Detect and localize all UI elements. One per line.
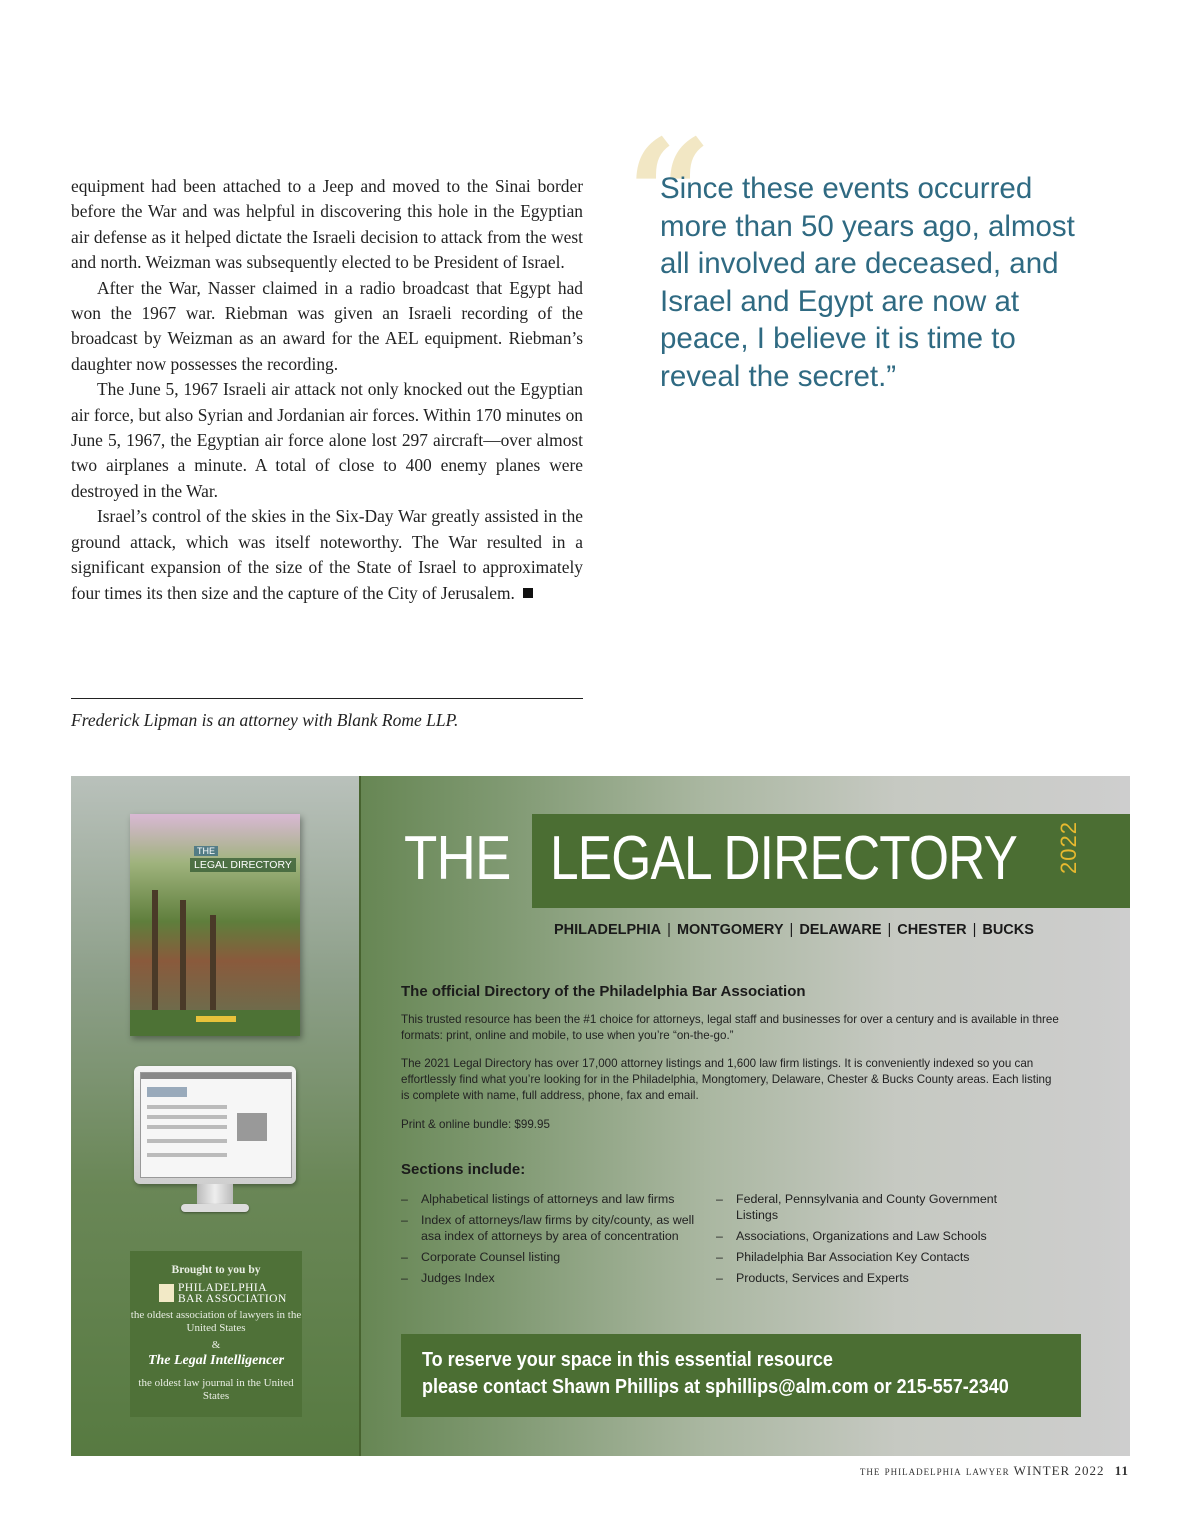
screen-line bbox=[147, 1115, 227, 1119]
sections-heading: Sections include: bbox=[401, 1161, 526, 1178]
section-item: – Associations, Organizations and Law Schools bbox=[716, 1228, 1016, 1244]
contact-line2: please contact Shawn Phillips at sphillips@alm.com or 215-557-2340 bbox=[422, 1376, 1009, 1398]
screen-toolbar bbox=[141, 1073, 291, 1079]
cover-logo-icon bbox=[196, 1016, 236, 1022]
page-footer bbox=[860, 1463, 1129, 1479]
sponsor-box bbox=[130, 1251, 302, 1417]
pba-name-line1: PHILADELPHIA bbox=[178, 1282, 268, 1294]
section-item: – Philadelphia Bar Association Key Contacts bbox=[716, 1249, 1016, 1265]
tree-trunk bbox=[180, 900, 186, 1010]
page-number: 11 bbox=[1114, 1463, 1129, 1478]
contact-line1: To reserve your space in this essential resource bbox=[422, 1349, 833, 1371]
ad-paragraph: This trusted resource has been the #1 choice for attorneys, legal staff and businesses for over a century and is available in three formats: print, online and mobile, to use when you’re “on-the-go.” bbox=[401, 1013, 1059, 1042]
monitor-stand bbox=[197, 1184, 233, 1206]
section-item: – Index of attorneys/law firms by city/county, as well asa index of attorneys by area of concentration bbox=[401, 1212, 701, 1244]
liberty-bell-icon bbox=[159, 1284, 174, 1302]
county: PHILADELPHIA bbox=[554, 922, 662, 938]
article-paragraph-text: Israel’s control of the skies in the Six-Day War greatly assisted in the ground attack, which was itself noteworthy. The War resulted in a significant expansion of the size of the State of Israel to approximately four times its then size and the capture of the City of Jerusalem. bbox=[71, 506, 583, 603]
legal-intelligencer-description: the oldest law journal in the United States bbox=[138, 1377, 294, 1402]
pull-quote: Since these events occurred more than 50 years ago, almost all involved are deceased, and Israel and Egypt are now at peace, I believe it is time to reveal the secret.” bbox=[660, 172, 1075, 393]
county: CHESTER bbox=[897, 922, 967, 938]
article-paragraph: The June 5, 1967 Israeli air attack not only knocked out the Egyptian air force, but also Syrian and Jordanian air forces. Within 170 minutes on June 5, 1967, the Egyptian air force alone lost 297 aircraft—over almost two airplanes a minute. A total of close to 400 enemy planes were destroyed in the War. bbox=[71, 379, 583, 501]
ad-title-band bbox=[532, 814, 1130, 908]
screen-line bbox=[147, 1139, 227, 1143]
ad-divider bbox=[359, 776, 361, 1456]
sponsor-label: Brought to you by bbox=[171, 1264, 261, 1276]
monitor-image bbox=[134, 1066, 296, 1184]
section-item: – Corporate Counsel listing bbox=[401, 1249, 701, 1265]
pba-description: the oldest association of lawyers in the United States bbox=[130, 1309, 302, 1334]
author-divider bbox=[71, 698, 583, 699]
directory-cover-image bbox=[130, 814, 300, 1036]
separator: | bbox=[887, 922, 892, 938]
legal-directory-ad bbox=[71, 776, 1130, 1456]
article-paragraph: equipment had been attached to a Jeep and moved to the Sinai border before the War and was helpful in discovering this hole in the Egyptian air defense as it helped dictate the Israeli decision to attack from the west and north. Weizman was subsequently elected to be President of Israel. bbox=[71, 176, 583, 273]
legal-intelligencer-logo: The Legal Intelligencer bbox=[147, 1353, 285, 1368]
section-item: – Judges Index bbox=[401, 1270, 701, 1286]
sections-list-left bbox=[401, 1191, 701, 1291]
screen-line bbox=[147, 1153, 227, 1157]
screen-image bbox=[237, 1113, 267, 1141]
cover-photo bbox=[130, 814, 300, 1010]
cover-title: LEGAL DIRECTORY bbox=[190, 858, 296, 872]
tree-trunk bbox=[152, 890, 158, 1010]
screen-logo bbox=[147, 1087, 187, 1097]
section-item: – Federal, Pennsylvania and County Government Listings bbox=[716, 1191, 1016, 1223]
ad-title-the: THE bbox=[404, 824, 511, 893]
monitor-screen bbox=[140, 1072, 292, 1178]
article-paragraph-last bbox=[71, 504, 583, 606]
separator: | bbox=[789, 922, 794, 938]
ad-paragraph: The 2021 Legal Directory has over 17,000 attorney listings and 1,600 law firm listings. It is conveniently indexed so you can effortlessly find what you’re looking for in the Philadelphia, Mongtomery, Delaware, Chester & Bucks County areas. Each listing is complete with name, full address, phone, fax and email. bbox=[401, 1057, 1052, 1102]
section-item: – Alphabetical listings of attorneys and law firms bbox=[401, 1191, 701, 1207]
issue-label: WINTER 2022 bbox=[1013, 1463, 1105, 1478]
separator: | bbox=[667, 922, 671, 938]
county: DELAWARE bbox=[799, 922, 882, 938]
monitor-base bbox=[181, 1204, 249, 1212]
magazine-name: the philadelphia lawyer bbox=[859, 1463, 1010, 1478]
county: MONTGOMERY bbox=[676, 922, 784, 938]
ad-heading: The official Directory of the Philadelphia Bar Association bbox=[401, 983, 806, 1000]
cover-title-small: THE bbox=[194, 846, 218, 856]
ad-title-year: 2022 bbox=[1056, 821, 1081, 874]
separator: | bbox=[972, 922, 977, 938]
article-paragraph: After the War, Nasser claimed in a radio broadcast that Egypt had won the 1967 war. Riebman was given an Israeli recording of the broadcast by Weizman as an award for the AEL equipment. Riebman’s daughter now possesses the recording. bbox=[71, 277, 583, 374]
article-body bbox=[71, 174, 583, 606]
sections-list-right bbox=[716, 1191, 1016, 1291]
tree-trunk bbox=[210, 915, 216, 1010]
cover-footer bbox=[130, 1010, 300, 1036]
contact-banner bbox=[401, 1334, 1081, 1417]
ad-title-main: LEGAL DIRECTORY bbox=[550, 824, 1018, 893]
end-of-article-icon bbox=[523, 588, 533, 598]
county-list bbox=[554, 922, 1034, 938]
author-bio: Frederick Lipman is an attorney with Blank Rome LLP. bbox=[71, 710, 459, 730]
pba-name bbox=[178, 1283, 287, 1305]
pba-name-line2: BAR ASSOCIATION bbox=[178, 1293, 287, 1305]
section-item: – Products, Services and Experts bbox=[716, 1270, 1016, 1286]
quote-mark-icon: “ bbox=[626, 107, 713, 283]
ad-price: Print & online bundle: $99.95 bbox=[401, 1118, 550, 1131]
screen-line bbox=[147, 1125, 227, 1129]
screen-line bbox=[147, 1105, 227, 1109]
ampersand: & bbox=[211, 1339, 221, 1351]
county: BUCKS bbox=[982, 922, 1034, 938]
